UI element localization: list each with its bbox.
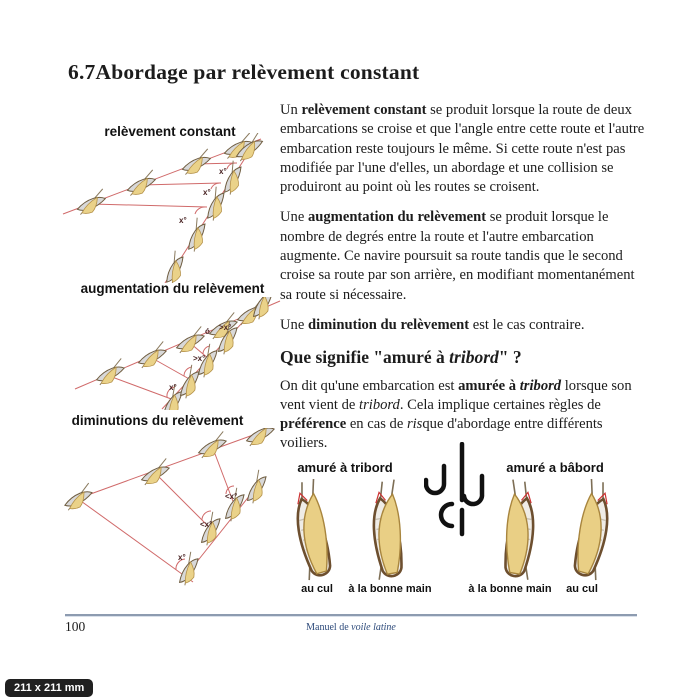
angle-label: x° [219,167,227,176]
angle-label: <x° [225,492,238,501]
text-run-bold: préférence [280,416,347,433]
text-run: Une [280,316,308,333]
paragraph-decreasing-bearing [280,316,648,335]
text-run: se produit lorsque la route de deux embarcations se croise et que l'angle entre cette route et l'autre embarcation reste toujours le même. Si cette route n'est pas modifiée par l'une d'elles, un abordage et une collision se produiront au point où les routes se croisent. [280,102,645,196]
footer-rule [65,614,637,617]
tack-title-starboard: amuré à tribord [297,460,393,475]
body-text-column [280,101,648,465]
caption-bonne-main: à la bonne main [348,583,432,595]
text-run: On dit qu'une embarcation est [280,377,459,394]
text-run: . Cela implique certaines règles de [399,396,601,413]
bearing-lines [74,428,278,582]
diagram-label-constant: relèvement constant [104,124,236,139]
text-run-italic: ris [406,416,423,433]
page-title: 6.7Abordage par relèvement constant [68,60,420,84]
text-run: se produit lorsque le nombre de degrés entre la route et l'autre embarcation augmente. Ce navire poursuit sa route tandis que le second croise sa route par son arrière, en modifiant momentanément sa route si nécessaire. [280,209,635,303]
text-run-italic: voile latine [351,622,396,633]
diagram-constant-bearing [55,133,300,283]
angle-label: x° [203,188,211,197]
text-run: Manuel de [306,622,352,633]
page-number: 100 [65,619,86,634]
text-run: est le cas contraire. [469,316,585,333]
text-run-italic: tribord [449,347,499,368]
diagram-increasing-bearing [55,297,300,410]
text-run: que d'abordage entre différents voiliers. [280,416,603,452]
angle-label: x° [169,383,177,392]
angle-label: >x° [193,354,206,363]
text-run-bold: augmentation du relèvement [307,209,487,226]
angle-label: <x° [200,520,213,529]
section-subtitle [280,348,648,367]
diagram-label-decreasing: diminutions du relèvement [71,413,244,428]
tack-title-port: amuré a bâbord [506,460,604,475]
footer-book-title [251,622,451,633]
text-run: en cas de [346,416,407,433]
size-tooltip-badge: 211 x 211 mm [5,679,93,697]
text-run: " ? [498,347,522,368]
tack-boats-illustration [278,476,648,588]
angle-label: x° [178,553,186,562]
text-run-bold-italic: tribord [519,377,562,394]
diagram-boats [74,133,268,283]
text-run-bold: diminution du relèvement [307,316,470,333]
boat-port-tack [496,479,622,580]
caption-au-cul: au cul [301,583,333,595]
diagram-boats [93,297,279,410]
angle-label: >x° [219,323,232,332]
angle-label: ó [205,327,210,336]
paragraph-constant-bearing [280,101,648,197]
diagram-decreasing-bearing [50,428,300,613]
text-run: Une [280,209,308,226]
text-run: Un [280,102,302,118]
paragraph-increasing-bearing [280,208,648,304]
diagram-boats [61,428,279,587]
text-run: Que signifie "amuré à [280,347,450,368]
caption-au-cul: au cul [566,583,598,595]
diagram-label-increasing: augmentation du relèvement [80,281,265,296]
caption-bonne-main: à la bonne main [468,583,552,595]
boat-starboard-tack [283,479,411,580]
text-run-bold: relèvement constant [301,102,427,118]
text-run-italic: tribord [359,396,400,413]
angle-label: x° [179,216,187,225]
text-run-bold: amurée à [458,377,517,394]
text-run: lorsque son vent vient de [280,377,632,413]
